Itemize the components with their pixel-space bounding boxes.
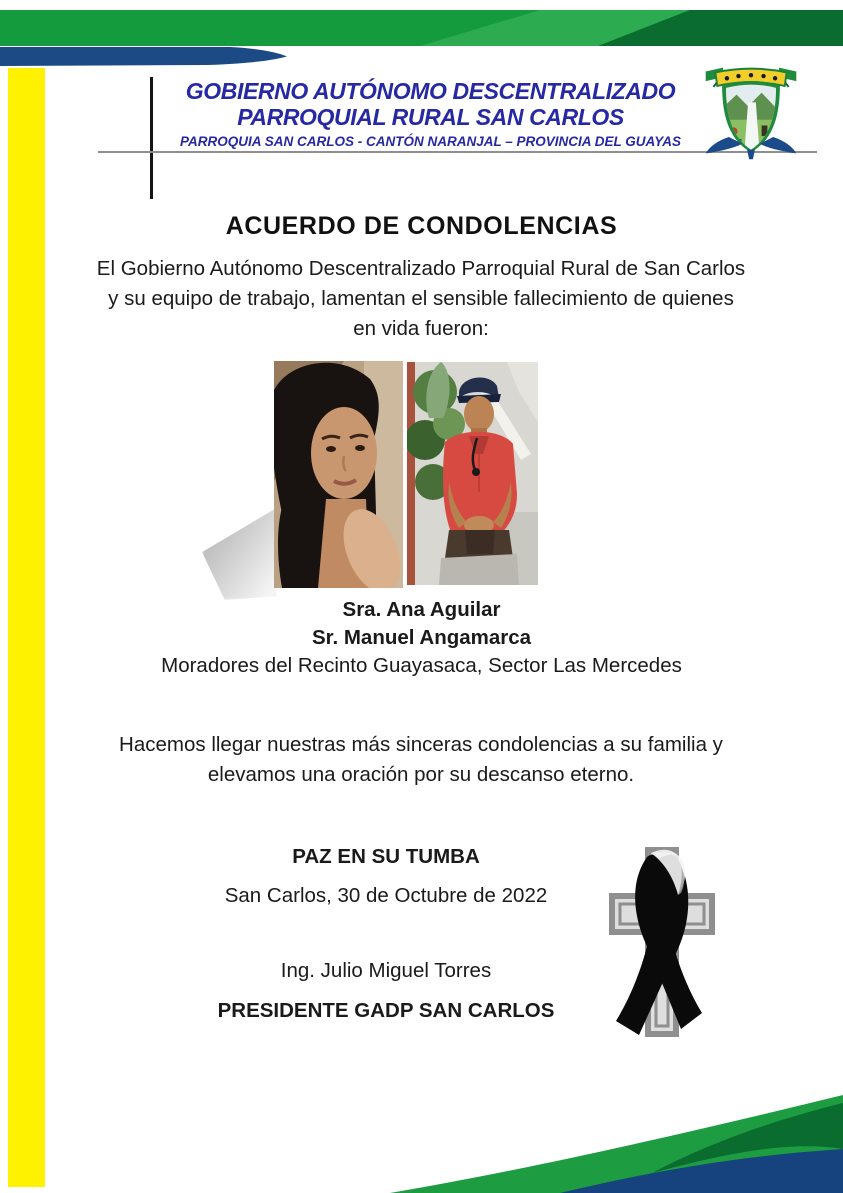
signer-title: PRESIDENTE GADP SAN CARLOS xyxy=(217,999,555,1022)
signer-name: Ing. Julio Miguel Torres xyxy=(280,959,492,982)
org-name-line1: GOBIERNO AUTÓNOMO DESCENTRALIZADO xyxy=(185,78,676,104)
condolence-paragraph: Hacemos llegar nuestras más sinceras condolencias a su familia y elevamos una oración por su descanso eterno. xyxy=(119,733,723,786)
intro-paragraph: El Gobierno Autónomo Descentralizado Parroquial Rural de San Carlos y su equipo de trabajo, lamentan el sensible fallecimiento de quienes en vida fueron: xyxy=(96,257,746,340)
org-location-line: PARROQUIA SAN CARLOS - CANTÓN NARANJAL – PROVINCIA DEL GUAYAS xyxy=(179,134,682,149)
deceased-name-1: Sra. Ana Aguilar xyxy=(342,598,501,621)
top-banner-graphic xyxy=(0,0,843,70)
photo-manuel-angamarca xyxy=(407,362,538,585)
document-title: ACUERDO DE CONDOLENCIAS xyxy=(225,212,618,240)
deceased-names-block xyxy=(0,596,843,680)
farewell-line: PAZ EN SU TUMBA xyxy=(292,845,480,868)
org-name-line2: PARROQUIAL RURAL SAN CARLOS xyxy=(237,104,624,130)
date-line: San Carlos, 30 de Octubre de 2022 xyxy=(224,884,548,907)
letterhead xyxy=(158,78,703,152)
photo-drop-shadow xyxy=(202,508,278,600)
san-carlos-coat-of-arms-icon xyxy=(698,62,804,162)
deceased-name-2: Sr. Manuel Angamarca xyxy=(311,626,532,649)
mourning-ribbon-cross-icon xyxy=(601,841,723,1041)
bottom-banner-graphic xyxy=(0,1083,843,1193)
photo-ana-aguilar xyxy=(274,361,403,588)
header-divider-line xyxy=(150,77,153,199)
residence-line: Moradores del Recinto Guayasaca, Sector Las Mercedes xyxy=(161,654,682,677)
